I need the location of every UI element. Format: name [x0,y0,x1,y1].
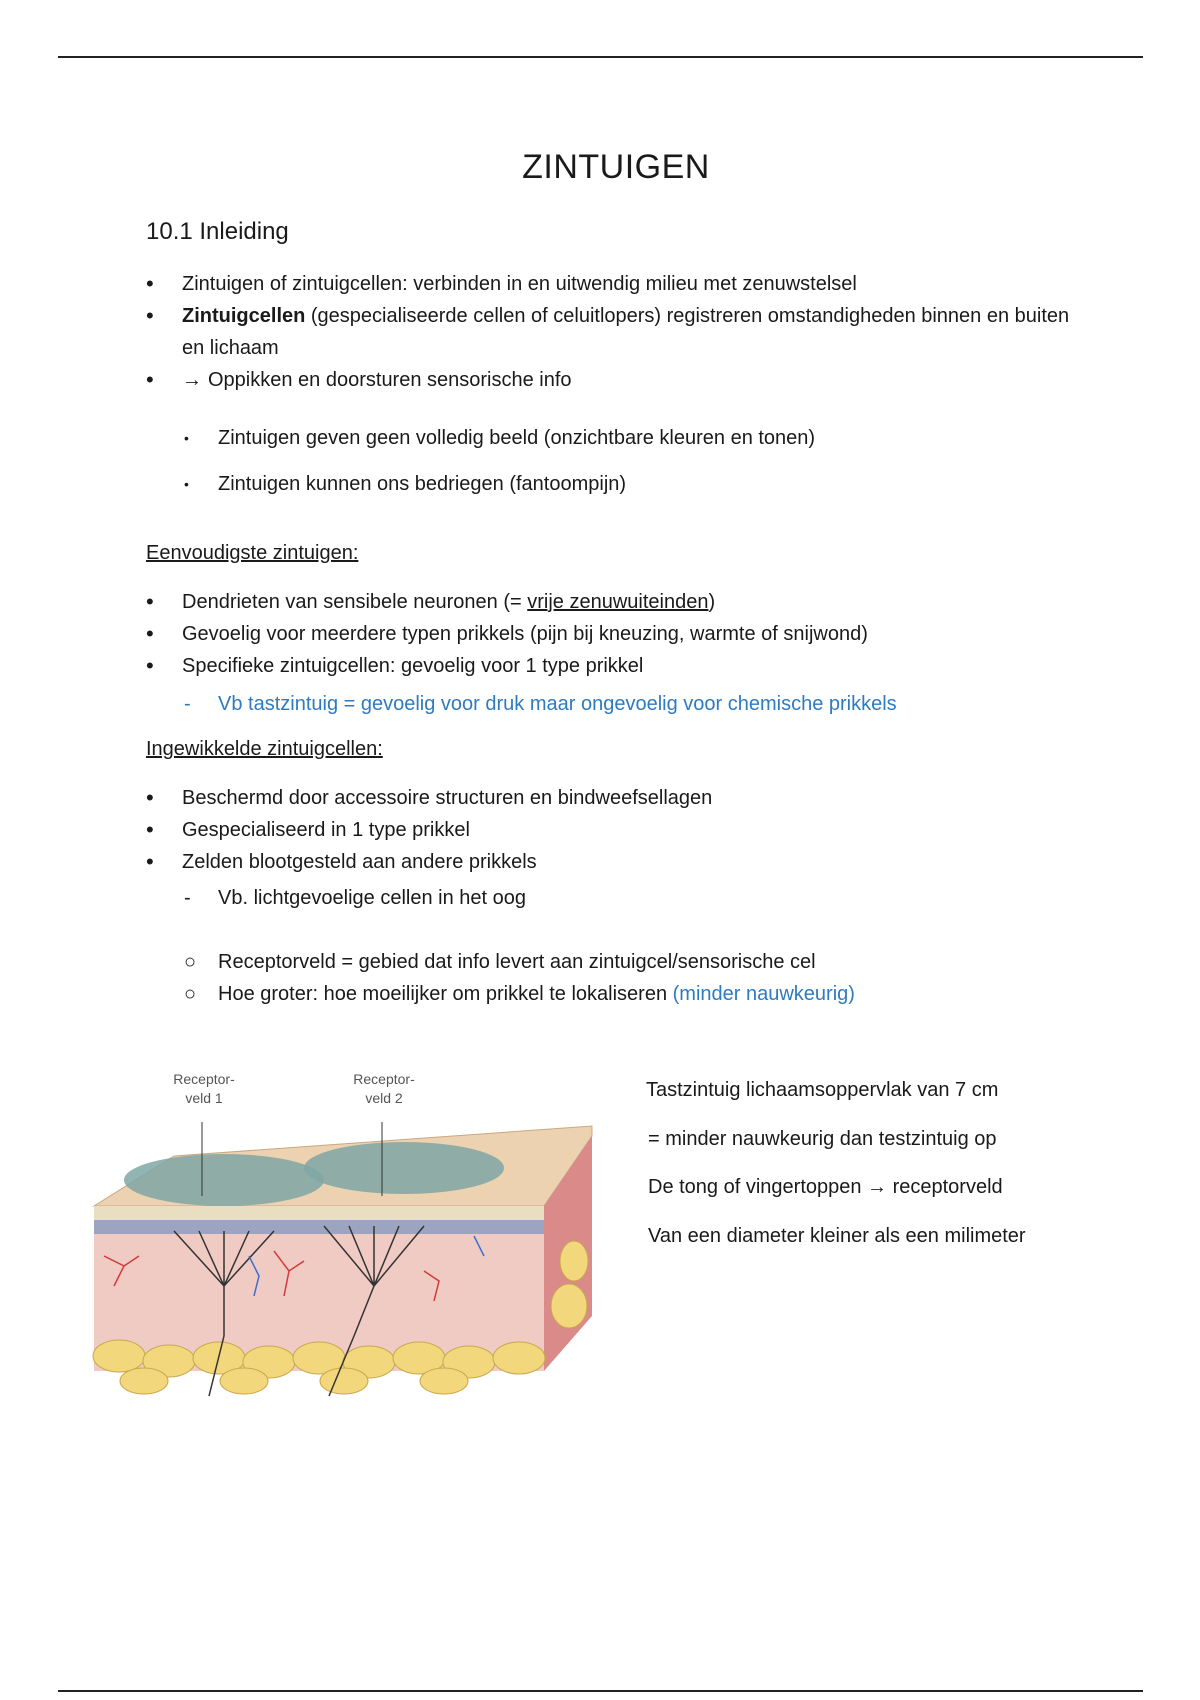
list-item-text: Specifieke zintuigcellen: gevoelig voor 1 type prikkel [182,655,644,677]
intro-list [146,268,1086,396]
list-item-text: Zintuigen of zintuigcellen: verbinden in en uitwendig milieu met zenuwstelsel [182,273,857,295]
skin-receptor-field-illustration [84,1056,604,1406]
receptor-list [182,946,855,1010]
list-item-text: Oppikken en doorsturen sensorische info [208,369,572,391]
bullet-icon: • [184,430,189,446]
basal-layer [94,1220,544,1234]
arrow-right-icon: → [182,369,202,391]
list-item-text: ) [708,591,716,613]
list-item-bold-text: Zintuigcellen [182,305,306,327]
list-item-text: Beschermd door accessoire structuren en bindweefsellagen [182,787,713,809]
simple-senses-label: Eenvoudigste zintuigen: [146,542,359,564]
list-item [146,268,1086,300]
receptor-field-2 [304,1142,504,1194]
section-heading: 10.1 Inleiding [146,218,289,245]
simple-example-list [182,688,897,720]
label-text: veld 2 [365,1090,403,1106]
example-text: Vb. lichtgevoelige cellen in het oog [218,887,526,909]
complex-senses-label: Ingewikkelde zintuigcellen: [146,738,383,760]
bullet-icon: • [146,367,154,392]
bullet-icon: • [146,271,154,296]
bullet-icon: • [184,476,189,492]
label-text: Receptor- [173,1071,235,1087]
list-item [146,300,1086,364]
list-item [182,461,815,507]
list-item-text: Zintuigen kunnen ons bedriegen (fantoompijn) [218,473,627,495]
complex-senses-list [146,782,1086,878]
bullet-icon: • [146,653,154,678]
list-item-text: Gevoelig voor meerdere typen prikkels (pijn bij kneuzing, warmte of snijwond) [182,623,868,645]
list-item [146,364,1086,396]
receptor-field-1-label [164,1070,244,1108]
side-note: De tong of vingertoppen → receptorveld [648,1176,1003,1198]
bullet-icon: • [146,849,154,874]
complex-senses-label-text: Ingewikkelde zintuigcellen [146,738,378,760]
complex-example-list [182,882,526,914]
list-item [146,650,1086,682]
side-notes [648,1066,1026,1260]
bottom-rule [58,1690,1143,1692]
list-item [146,814,1086,846]
label-text: Receptor- [353,1071,415,1087]
circle-bullet-icon: ○ [184,983,197,1005]
list-item-text: Zelden blootgesteld aan andere prikkels [182,851,537,873]
side-note: Van een diameter kleiner als een milimeter [648,1224,1026,1247]
receptor-field-2-label [344,1070,424,1108]
list-item [182,978,855,1010]
list-item-text: Receptorveld = gebied dat info levert aan zintuigcel/sensorische cel [218,951,816,973]
list-item [146,586,1086,618]
epidermis-layer [94,1206,544,1220]
list-item-text: (gespecialiseerde cellen of celuitlopers) registreren omstandigheden binnen en buiten en lichaam [182,305,1070,359]
example-text: Vb tastzintuig = gevoelig voor druk maar ongevoelig voor chemische prikkels [218,693,897,715]
circle-bullet-icon: ○ [184,951,197,973]
bullet-icon: • [146,621,154,646]
list-item [182,688,897,720]
list-item [146,846,1086,878]
list-item [182,415,815,461]
bullet-icon: • [146,785,154,810]
dash-icon: - [184,693,191,715]
list-item [182,946,855,978]
simple-senses-list [146,586,1086,682]
list-item [182,882,526,914]
list-item-text: Dendrieten van sensibele neuronen (= [182,591,528,613]
skin-cross-section-drawing [84,1056,604,1406]
dash-icon: - [184,887,191,909]
list-item [146,782,1086,814]
list-item-text: Gespecialiseerd in 1 type prikkel [182,819,470,841]
bullet-icon: • [146,589,154,614]
list-item-text: Zintuigen geven geen volledig beeld (onzichtbare kleuren en tonen) [218,427,816,449]
bullet-icon: • [146,303,154,328]
receptor-field-1 [124,1154,324,1206]
top-rule [58,56,1143,58]
page-title: ZINTUIGEN [522,148,710,186]
intro-sublist [182,415,815,507]
underlined-term: vrije zenuwuiteinden [527,591,709,613]
bullet-icon: • [146,817,154,842]
list-item-text: Hoe groter: hoe moeilijker om prikkel te lokaliseren [218,983,673,1005]
side-note: = minder nauwkeurig dan testzintuig op [648,1127,997,1150]
list-item [146,618,1086,650]
label-text: veld 1 [185,1090,223,1106]
side-note: Tastzintuig lichaamsoppervlak van 7 cm [646,1079,999,1101]
highlight-text: (minder nauwkeurig) [672,983,855,1005]
simple-senses-label-text: Eenvoudigste zintuigen [146,542,353,564]
